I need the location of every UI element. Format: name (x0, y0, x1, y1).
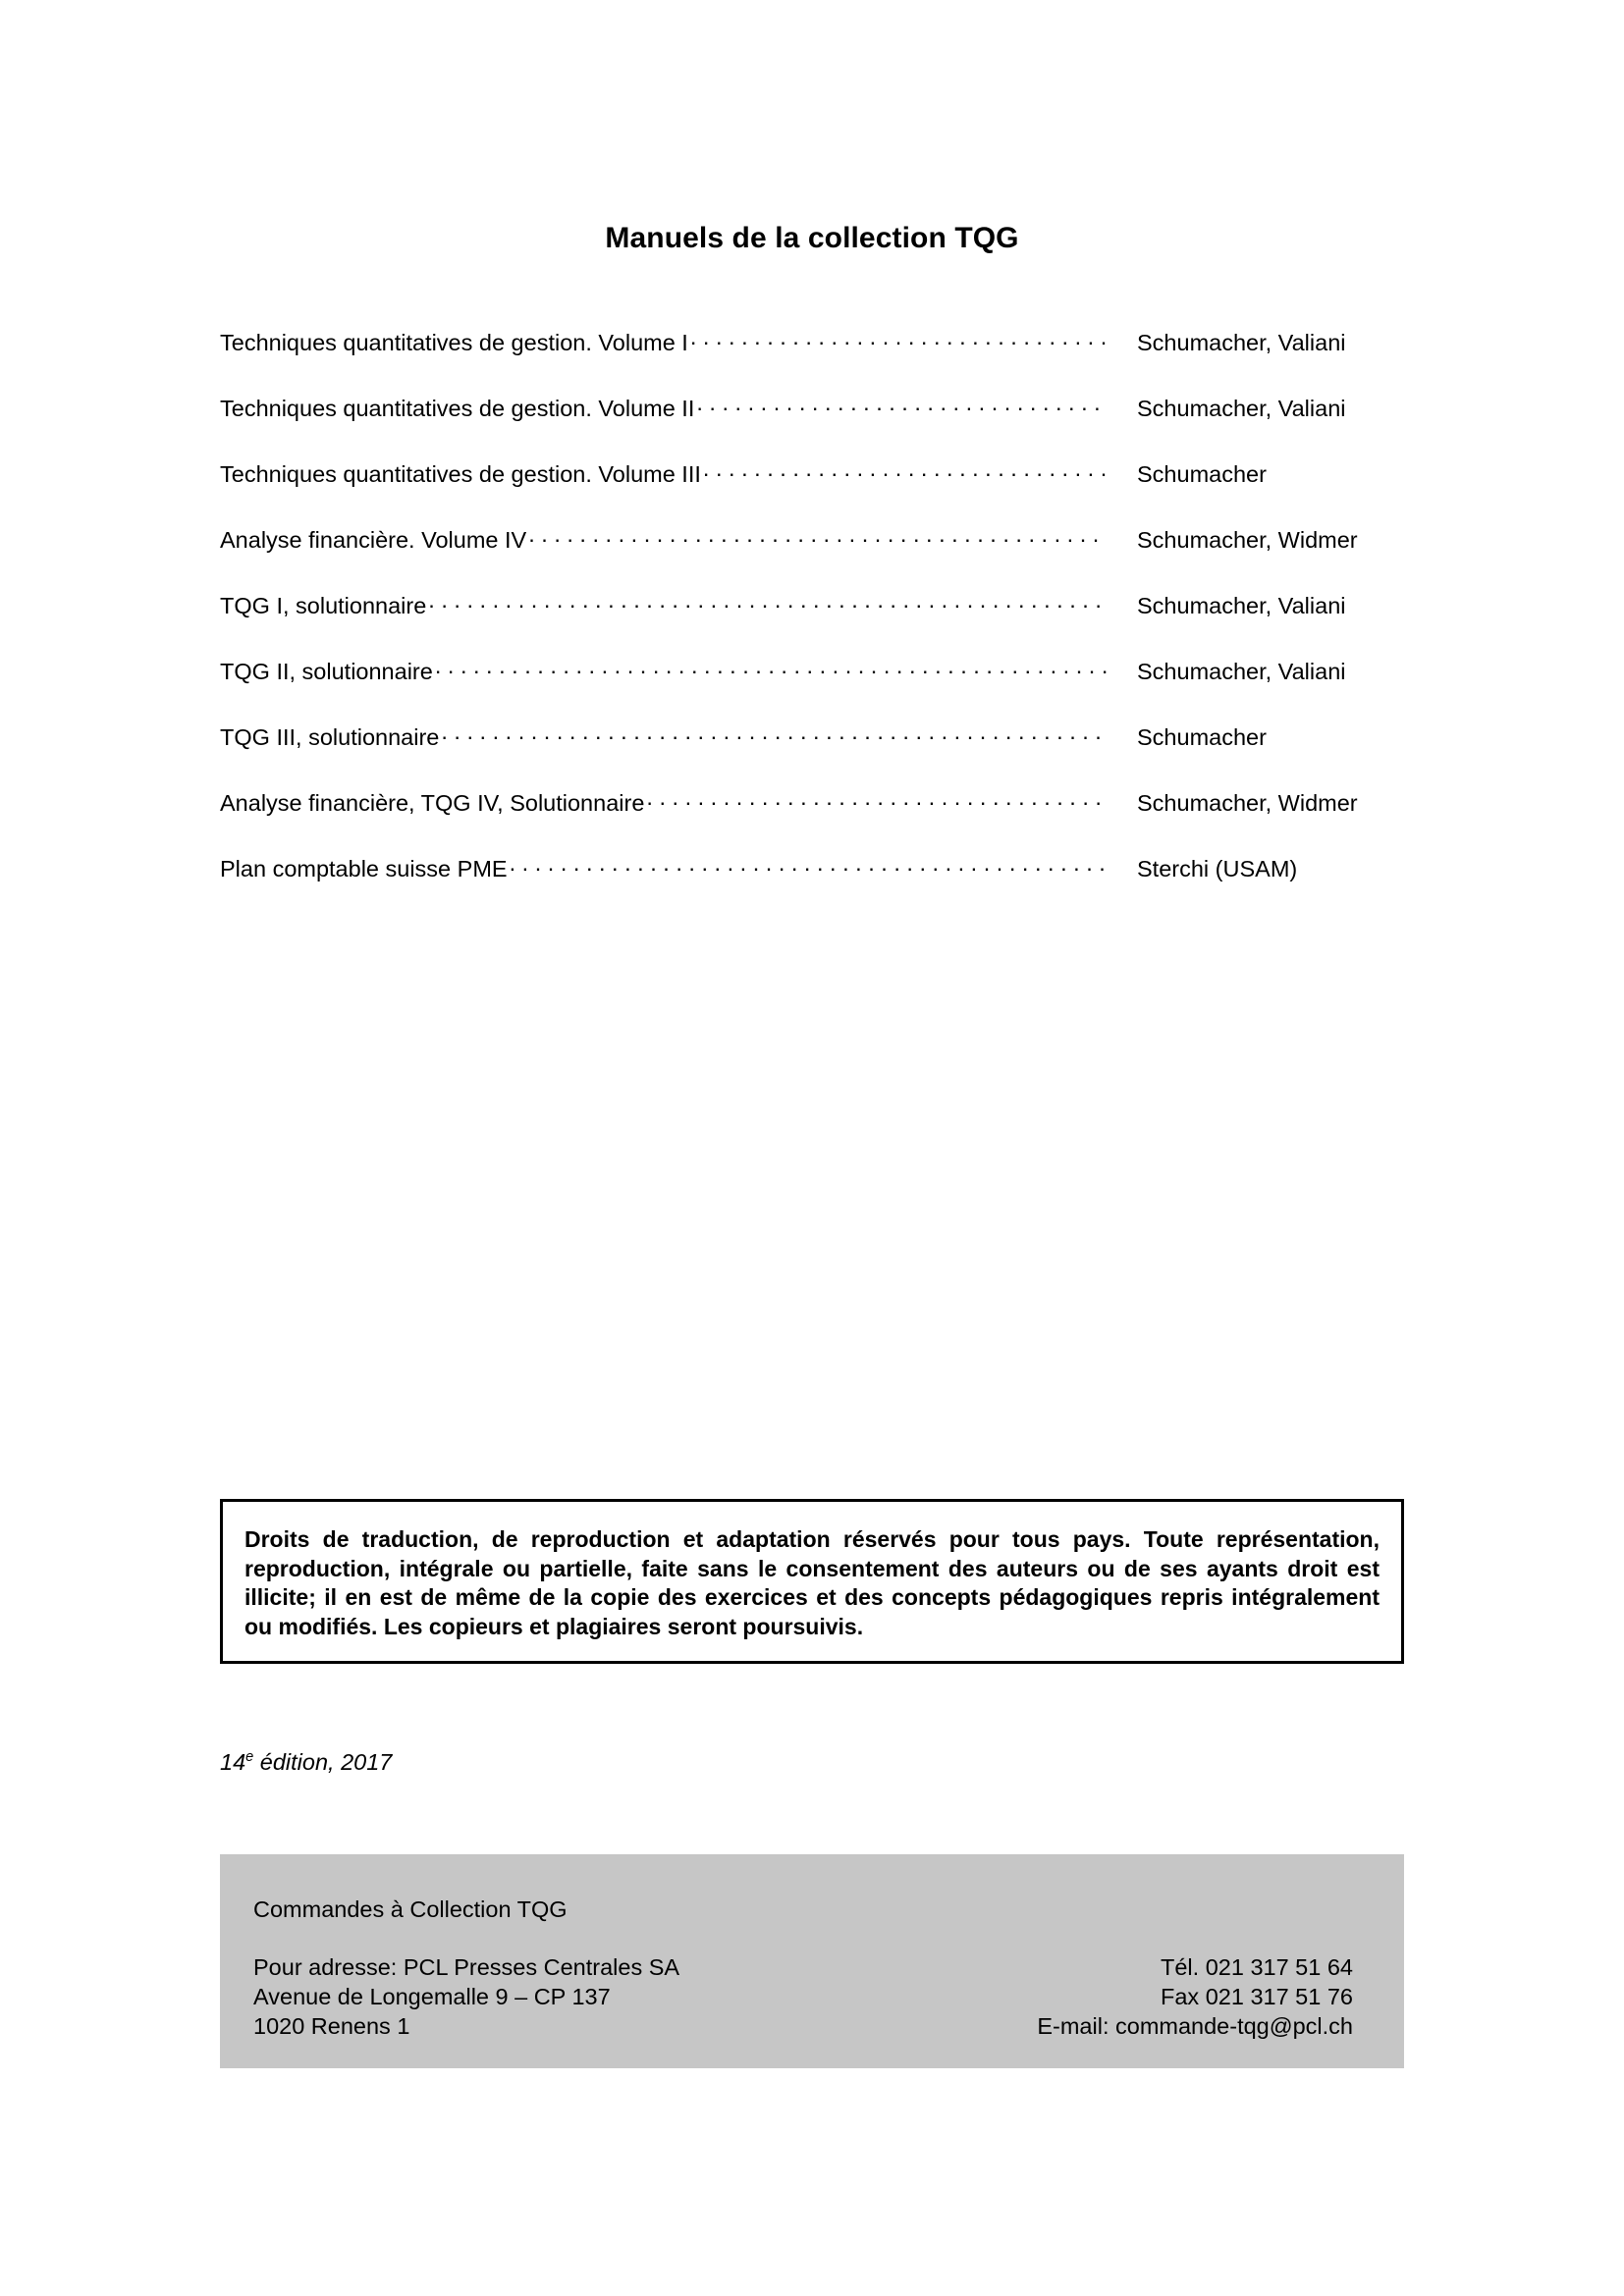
manual-title: TQG I, solutionnaire (220, 592, 427, 618)
list-item (220, 590, 1404, 656)
edition-number: 14 (220, 1749, 246, 1775)
phone-line: Tél. 021 317 51 64 (1161, 1954, 1353, 1980)
dot-leader (646, 787, 1108, 811)
edition-label: édition, 2017 (253, 1749, 393, 1775)
dot-leader (690, 327, 1108, 350)
order-info-block (220, 1854, 1404, 2068)
manuals-list (220, 327, 1404, 919)
order-details (253, 1952, 1371, 2041)
manual-author: Schumacher, Valiani (1137, 395, 1346, 421)
dot-leader (528, 524, 1108, 548)
dot-leader (435, 656, 1108, 679)
manual-title: Techniques quantitatives de gestion. Volume II (220, 395, 695, 421)
dot-leader (441, 721, 1108, 745)
manual-title: Analyse financière, TQG IV, Solutionnaire (220, 789, 645, 816)
list-item (220, 524, 1404, 590)
list-item (220, 853, 1404, 919)
edition-line (220, 1748, 392, 1776)
list-item (220, 787, 1404, 853)
dot-leader (428, 590, 1108, 614)
list-item (220, 393, 1404, 458)
manual-author: Schumacher, Widmer (1137, 526, 1358, 553)
list-item (220, 656, 1404, 721)
dot-leader (703, 458, 1108, 482)
list-item (220, 721, 1404, 787)
manual-author: Schumacher, Valiani (1137, 329, 1346, 355)
copyright-text: Droits de traduction, de reproduction et adaptation réservés pour tous pays. Toute représentation, reproduction, intégrale ou partielle, faite sans le consentement des auteurs ou de ses ayants droit est illicite; il en est de même de la copie des exercices et des concepts pédagogiques repris intégralement ou modifiés. Les copieurs et plagiaires seront poursuivis. (244, 1526, 1380, 1639)
list-item (220, 458, 1404, 524)
manual-title: Techniques quantitatives de gestion. Volume III (220, 460, 701, 487)
order-address-column (253, 1952, 679, 2041)
dot-leader (696, 393, 1108, 416)
manual-author: Schumacher, Valiani (1137, 592, 1346, 618)
manual-author: Schumacher (1137, 723, 1267, 750)
copyright-notice-box (220, 1499, 1404, 1664)
page-title: Manuels de la collection TQG (605, 222, 1019, 255)
manual-title: Techniques quantitatives de gestion. Volume I (220, 329, 688, 355)
edition-ordinal-suffix: e (245, 1749, 254, 1766)
address-line: Pour adresse: PCL Presses Centrales SA (253, 1954, 680, 1980)
manual-title: Analyse financière. Volume IV (220, 526, 527, 553)
fax-line: Fax 021 317 51 76 (1161, 1984, 1353, 2009)
address-line: Avenue de Longemalle 9 – CP 137 (253, 1984, 611, 2009)
address-line: 1020 Renens 1 (253, 2013, 410, 2039)
list-item (220, 327, 1404, 393)
email-line: E-mail: commande-tqg@pcl.ch (1037, 2013, 1353, 2039)
manual-author: Sterchi (USAM) (1137, 855, 1298, 881)
dot-leader (510, 853, 1108, 877)
manual-title: Plan comptable suisse PME (220, 855, 508, 881)
manual-author: Schumacher, Valiani (1137, 658, 1346, 684)
order-contact-column (1037, 1952, 1371, 2041)
manual-author: Schumacher (1137, 460, 1267, 487)
order-heading: Commandes à Collection TQG (253, 1896, 568, 1922)
manual-title: TQG III, solutionnaire (220, 723, 440, 750)
manual-title: TQG II, solutionnaire (220, 658, 433, 684)
manual-author: Schumacher, Widmer (1137, 789, 1358, 816)
